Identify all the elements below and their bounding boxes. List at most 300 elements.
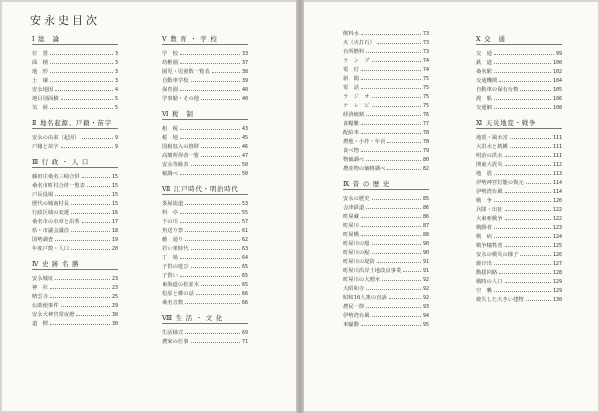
toc-entry-title: 桑名駅 xyxy=(476,69,492,75)
toc-section xyxy=(162,109,248,177)
toc-entry-page: 64 xyxy=(241,255,248,261)
toc-entry-title: 農産物の価格調べ xyxy=(343,166,386,172)
dot-leader xyxy=(185,303,240,304)
toc-entry-title: 藤田庄桑名三崎合併 xyxy=(32,174,80,180)
toc-entry-page: 33 xyxy=(241,51,248,57)
toc-entry-title: 戦勝者 xyxy=(476,225,492,231)
toc-section xyxy=(32,118,118,150)
dot-leader xyxy=(505,282,551,283)
toc-entry xyxy=(162,168,248,177)
toc-entry-page: 80 xyxy=(422,157,429,163)
toc-entry-page: 130 xyxy=(552,297,562,303)
toc-entry xyxy=(32,102,118,111)
dot-leader xyxy=(191,249,240,250)
dot-leader xyxy=(494,72,551,73)
toc-entry xyxy=(162,234,248,243)
toc-entry xyxy=(343,163,429,172)
toc-entry-title: 若い衆時代 xyxy=(162,246,189,252)
dot-leader xyxy=(366,115,421,116)
dot-leader xyxy=(494,63,551,64)
toc-entry-title: 農民一揆 xyxy=(343,304,365,310)
toc-entry-title: 町屋川の船 xyxy=(343,241,370,247)
dot-leader xyxy=(55,240,110,241)
dot-leader xyxy=(372,199,421,200)
toc-entry-page: 39 xyxy=(241,78,248,84)
toc-entry-title: 兵隊・出征 xyxy=(476,207,503,213)
dot-leader xyxy=(201,156,240,157)
dot-leader xyxy=(510,138,551,139)
toc-entry-title: 新 聞 xyxy=(343,76,359,82)
toc-entry-page: 75 xyxy=(422,85,429,91)
toc-entry xyxy=(343,109,429,118)
toc-entry-title: 桑名市町村合併一覧表 xyxy=(32,183,85,189)
toc-entry-page: 9 xyxy=(114,135,118,141)
toc-entry xyxy=(476,84,562,93)
toc-entry xyxy=(476,93,562,102)
dot-leader xyxy=(180,213,240,214)
dot-leader xyxy=(55,195,110,196)
dot-leader xyxy=(505,156,551,157)
dot-leader xyxy=(50,81,113,82)
toc-section xyxy=(162,34,248,102)
toc-entry-title: 大昭和寺 xyxy=(343,286,365,292)
toc-entry-title: 米騒動 xyxy=(343,322,359,328)
dot-leader xyxy=(201,99,240,100)
toc-entry-page: 120 xyxy=(552,198,562,204)
toc-entry xyxy=(162,150,248,159)
toc-entry xyxy=(343,211,429,220)
dot-leader xyxy=(499,273,551,274)
toc-entry xyxy=(32,93,118,102)
dot-leader xyxy=(180,90,240,91)
toc-entry-title: ラ ジ オ xyxy=(343,94,370,100)
toc-entry-page: 87 xyxy=(422,223,429,229)
toc-entry xyxy=(343,283,429,292)
dot-leader xyxy=(180,258,240,259)
toc-entry-page: 45 xyxy=(241,135,248,141)
toc-entry xyxy=(32,198,118,207)
toc-entry xyxy=(32,234,118,243)
dot-leader xyxy=(361,133,421,134)
toc-entry-page: 78 xyxy=(422,139,429,145)
toc-entry xyxy=(343,64,429,73)
dot-leader xyxy=(494,237,551,238)
toc-entry xyxy=(162,198,248,207)
dot-leader xyxy=(180,276,240,277)
toc-entry-title: 農家の仕事 xyxy=(162,339,189,345)
toc-entry-title: 町屋川沿岸土地改良事業 xyxy=(343,268,402,274)
toc-entry xyxy=(162,207,248,216)
toc-entry-page: 108 xyxy=(552,105,562,111)
toc-entry-title: 園児・児童数一覧表 xyxy=(162,69,210,75)
toc-entry-page: 91 xyxy=(422,268,429,274)
toc-entry xyxy=(343,256,429,265)
toc-entry xyxy=(343,319,429,328)
toc-entry xyxy=(162,252,248,261)
dot-leader xyxy=(361,34,421,35)
dot-leader xyxy=(510,147,551,148)
toc-entry xyxy=(343,100,429,109)
toc-entry-page: 17 xyxy=(111,219,118,225)
toc-entry-title: 伊勢湾台風 xyxy=(476,189,503,195)
dot-leader xyxy=(382,280,421,281)
toc-entry-page: 16 xyxy=(111,210,118,216)
dot-leader xyxy=(50,63,113,64)
toc-entry-title: 大東亜戦争 xyxy=(476,216,503,222)
toc-entry xyxy=(32,66,118,75)
toc-entry-title: 経済統制 xyxy=(343,112,365,118)
toc-entry xyxy=(343,136,429,145)
toc-entry-page: 85 xyxy=(422,196,429,202)
dot-leader xyxy=(180,138,240,139)
toc-entry-page: 9 xyxy=(114,144,118,150)
toc-entry-page: 75 xyxy=(422,103,429,109)
toc-entry xyxy=(476,294,562,303)
toc-entry-title: 食糧難 xyxy=(343,121,359,127)
book-gutter xyxy=(296,0,304,413)
dot-leader xyxy=(366,52,421,53)
toc-entry-title: 飲料水 xyxy=(343,31,359,37)
toc-entry-title: 配給米 xyxy=(343,130,359,136)
dot-leader xyxy=(366,289,421,290)
toc-entry-title: 伊勢湾台風 xyxy=(343,313,370,319)
toc-entry xyxy=(162,48,248,57)
toc-entry xyxy=(343,229,429,238)
toc-entry-page: 18 xyxy=(111,228,118,234)
dot-leader xyxy=(201,147,240,148)
toc-entry-title: 道 標 xyxy=(32,321,48,327)
toc-entry-title: 子供の遊び xyxy=(162,264,189,270)
toc-entry-page: 15 xyxy=(111,201,118,207)
toc-entry-page: 100 xyxy=(552,60,562,66)
toc-entry-page: 105 xyxy=(552,87,562,93)
toc-entry-page: 74 xyxy=(422,67,429,73)
toc-entry-title: 焼け出 xyxy=(476,261,492,267)
toc-entry-page: 99 xyxy=(555,51,562,57)
toc-entry-page: 30 xyxy=(111,312,118,318)
toc-entry-page: 65 xyxy=(241,282,248,288)
dot-leader xyxy=(55,279,110,280)
toc-entry xyxy=(32,243,118,252)
toc-entry-page: 19 xyxy=(111,237,118,243)
dot-leader xyxy=(82,138,113,139)
toc-entry xyxy=(343,274,429,283)
toc-entry-page: 86 xyxy=(422,214,429,220)
toc-entry-page: 71 xyxy=(241,339,248,345)
toc-entry-title: 幼稚園 xyxy=(162,60,178,66)
section-heading: Ⅶ 江戸時代・明治時代 xyxy=(162,184,248,195)
toc-entry xyxy=(162,93,248,102)
toc-entry xyxy=(162,66,248,75)
section-heading: Ⅲ 行 政 ・ 人 口 xyxy=(32,157,118,168)
section-heading: Ⅰ 総 論 xyxy=(32,34,118,45)
toc-entry-page: 50 xyxy=(241,162,248,168)
toc-entry-page: 73 xyxy=(422,31,429,37)
toc-entry-page: 114 xyxy=(552,189,562,195)
toc-entry-title: 渡 船 xyxy=(476,96,492,102)
toc-entry xyxy=(476,102,562,111)
toc-entry-page: 3 xyxy=(114,60,118,66)
dot-leader xyxy=(366,307,421,308)
toc-entry xyxy=(343,91,429,100)
toc-entry xyxy=(343,238,429,247)
toc-entry-page: 15 xyxy=(111,183,118,189)
toc-entry-title: 高額所得者一覧 xyxy=(162,153,200,159)
toc-entry xyxy=(476,186,562,195)
toc-entry xyxy=(32,48,118,57)
toc-section xyxy=(476,118,562,303)
dot-leader xyxy=(82,222,110,223)
toc-entry xyxy=(162,84,248,93)
toc-entry xyxy=(32,132,118,141)
dot-leader xyxy=(71,213,110,214)
toc-entry-page: 15 xyxy=(111,192,118,198)
toc-entry xyxy=(476,141,562,150)
toc-entry-page: 73 xyxy=(422,49,429,55)
toc-column-2 xyxy=(162,34,248,352)
dot-leader xyxy=(361,325,421,326)
section-heading: Ⅱ 地名起源、戸籍・苗字 xyxy=(32,118,118,129)
toc-entry-title: 桑名音数 xyxy=(162,300,184,306)
toc-entry xyxy=(343,247,429,256)
toc-entry xyxy=(162,243,248,252)
dot-leader xyxy=(180,129,240,130)
toc-entry-page: 43 xyxy=(241,126,248,132)
dot-leader xyxy=(505,246,551,247)
toc-entry-title: 戸籍と苗字 xyxy=(32,144,59,150)
toc-entry-title: テ レ ビ xyxy=(343,103,370,109)
dot-leader xyxy=(377,43,421,44)
dot-leader xyxy=(361,70,421,71)
toc-entry xyxy=(476,267,562,276)
toc-entry-page: 92 xyxy=(422,277,429,283)
dot-leader xyxy=(50,297,110,298)
toc-entry-page: 15 xyxy=(111,174,118,180)
toc-entry-title: 行政区域の変遷 xyxy=(32,210,70,216)
toc-entry xyxy=(476,66,562,75)
toc-entry xyxy=(162,57,248,66)
toc-entry-page: 94 xyxy=(422,313,429,319)
dot-leader xyxy=(50,72,113,73)
dot-leader xyxy=(361,217,421,218)
dot-leader xyxy=(76,315,110,316)
dot-leader xyxy=(494,201,551,202)
toc-entry-title: 会津鉄道 xyxy=(343,205,365,211)
toc-entry xyxy=(162,132,248,141)
toc-entry-title: 税 地 xyxy=(162,135,178,141)
dot-leader xyxy=(191,81,240,82)
toc-entry-page: 122 xyxy=(552,207,562,213)
toc-entry-page: 129 xyxy=(552,288,562,294)
toc-entry-title: 安永の歴史 xyxy=(343,196,370,202)
toc-entry-page: 128 xyxy=(552,270,562,276)
dot-leader xyxy=(526,300,551,301)
toc-entry-title: 交通網 xyxy=(476,105,492,111)
dot-leader xyxy=(50,324,110,325)
toc-entry xyxy=(162,297,248,306)
section-heading: Ⅹ 交 通 xyxy=(476,34,562,45)
toc-entry-title: 関東大震災 xyxy=(476,162,503,168)
toc-entry-title: 魚送り祭 xyxy=(162,228,184,234)
dot-leader xyxy=(366,208,421,209)
toc-entry-title: 安永の由来（起因） xyxy=(32,135,80,141)
toc-entry-title: 電 灯 xyxy=(343,67,359,73)
toc-entry-page: 90 xyxy=(422,250,429,256)
toc-entry-title: 農地・小作・年貢 xyxy=(343,139,386,145)
dot-leader xyxy=(191,165,240,166)
toc-entry-page: 111 xyxy=(552,135,562,141)
toc-entry xyxy=(476,75,562,84)
toc-entry-title: 交 通 xyxy=(476,51,492,57)
toc-entry-title: 交通機関 xyxy=(476,78,498,84)
toc-section xyxy=(343,179,429,328)
section-heading: Ⅺ 天災地変・戦争 xyxy=(476,118,562,129)
dot-leader xyxy=(82,177,110,178)
toc-entry-title: 地 形 xyxy=(32,69,48,75)
toc-entry xyxy=(32,291,118,300)
toc-entry xyxy=(476,150,562,159)
toc-entry-page: 95 xyxy=(422,322,429,328)
dot-leader xyxy=(361,226,421,227)
toc-entry-page: 113 xyxy=(552,171,562,177)
dot-leader xyxy=(372,244,421,245)
toc-entry xyxy=(32,216,118,225)
toc-entry-title: 昭和16人衆の直訴 xyxy=(343,295,387,301)
toc-section xyxy=(343,28,429,172)
toc-entry-page: 3 xyxy=(114,78,118,84)
dot-leader xyxy=(50,54,113,55)
toc-entry-page: 61 xyxy=(241,228,248,234)
toc-entry-page: 122 xyxy=(552,216,562,222)
toc-entry xyxy=(343,118,429,127)
toc-entry xyxy=(32,207,118,216)
toc-entry-page: 4 xyxy=(114,87,118,93)
toc-entry-page: 111 xyxy=(552,153,562,159)
toc-entry-page: 126 xyxy=(552,252,562,258)
toc-entry xyxy=(343,292,429,301)
toc-section xyxy=(32,259,118,327)
toc-entry-title: 町屋川の大増水 xyxy=(343,277,381,283)
toc-entry-page: 91 xyxy=(422,259,429,265)
toc-entry-title: 町屋蔵 xyxy=(343,214,359,220)
dot-leader xyxy=(505,210,551,211)
toc-entry xyxy=(162,327,248,336)
dot-leader xyxy=(505,192,551,193)
dot-leader xyxy=(389,298,421,299)
toc-entry-page: 92 xyxy=(422,295,429,301)
toc-entry-title: 戸長役場 xyxy=(32,192,54,198)
dot-leader xyxy=(520,90,551,91)
toc-entry-page: 129 xyxy=(552,279,562,285)
toc-entry-title: 戦時の人口 xyxy=(476,279,503,285)
dot-leader xyxy=(55,90,113,91)
toc-entry xyxy=(343,310,429,319)
toc-entry-page: 86 xyxy=(422,205,429,211)
section-heading: Ⅵ 税 制 xyxy=(162,109,248,120)
toc-entry-page: 77 xyxy=(422,121,429,127)
toc-entry-title: 県・市議会議員 xyxy=(32,228,70,234)
toc-entry xyxy=(343,82,429,91)
dot-leader xyxy=(180,222,240,223)
toc-entry xyxy=(162,123,248,132)
toc-entry xyxy=(32,309,118,318)
toc-entry-title: 動揺回路 xyxy=(476,270,498,276)
toc-entry-title: 租 税 xyxy=(162,126,178,132)
toc-entry xyxy=(476,48,562,57)
dot-leader xyxy=(180,63,240,64)
toc-entry xyxy=(343,37,429,46)
toc-entry-title: 戦 病 xyxy=(476,234,492,240)
toc-entry xyxy=(343,193,429,202)
toc-entry-page: 5 xyxy=(114,105,118,111)
dot-leader xyxy=(366,160,421,161)
toc-entry-title: 安永地図 xyxy=(32,87,54,93)
toc-entry-page: 50 xyxy=(241,171,248,177)
toc-section xyxy=(162,313,248,345)
toc-entry-page: 63 xyxy=(241,246,248,252)
toc-entry-title: 自動車学校 xyxy=(162,78,189,84)
toc-entry-page: 29 xyxy=(111,303,118,309)
toc-entry xyxy=(162,141,248,150)
toc-entry-title: 町屋川の鮎 xyxy=(343,250,370,256)
toc-entry-page: 125 xyxy=(552,243,562,249)
toc-entry xyxy=(343,73,429,82)
dot-leader xyxy=(387,169,421,170)
toc-entry xyxy=(32,189,118,198)
toc-entry-title: 税調べ xyxy=(162,171,178,177)
toc-entry-title: 明治の洪水 xyxy=(476,153,503,159)
toc-entry xyxy=(343,301,429,310)
toc-entry-page: 3 xyxy=(114,69,118,75)
toc-entry xyxy=(162,75,248,84)
dot-leader xyxy=(61,306,110,307)
toc-entry-page: 20 xyxy=(111,246,118,252)
toc-entry-title: 町屋橋 xyxy=(343,232,359,238)
toc-entry-page: 65 xyxy=(241,273,248,279)
dot-leader xyxy=(185,204,240,205)
toc-entry-title: 食べ物 xyxy=(343,148,359,154)
toc-entry-title: 保育園 xyxy=(162,87,178,93)
dot-leader xyxy=(212,72,240,73)
toc-entry-page: 82 xyxy=(422,166,429,172)
dot-leader xyxy=(526,183,551,184)
toc-entry xyxy=(343,145,429,154)
toc-entry-title: 大洪水と飢饉 xyxy=(476,144,508,150)
toc-column-3 xyxy=(343,28,429,335)
toc-entry xyxy=(162,279,248,288)
toc-entry-page: 78 xyxy=(422,130,429,136)
toc-entry xyxy=(476,240,562,249)
dot-leader xyxy=(499,81,551,82)
dot-leader xyxy=(361,88,421,89)
toc-entry xyxy=(162,159,248,168)
toc-section xyxy=(476,34,562,111)
toc-entry-title: 自動車の保有台数 xyxy=(476,87,519,93)
toc-section xyxy=(162,184,248,306)
toc-entry-title: 地 震 xyxy=(476,171,492,177)
toc-entry xyxy=(32,171,118,180)
dot-leader xyxy=(372,106,421,107)
toc-section xyxy=(32,34,118,111)
toc-entry xyxy=(343,46,429,55)
toc-entry xyxy=(343,28,429,37)
toc-entry xyxy=(162,261,248,270)
dot-leader xyxy=(494,99,551,100)
toc-entry-title: 鉄 道 xyxy=(476,60,492,66)
toc-entry-page: 47 xyxy=(241,153,248,159)
toc-entry-page: 90 xyxy=(422,241,429,247)
toc-entry-title: 子貰い xyxy=(162,273,178,279)
